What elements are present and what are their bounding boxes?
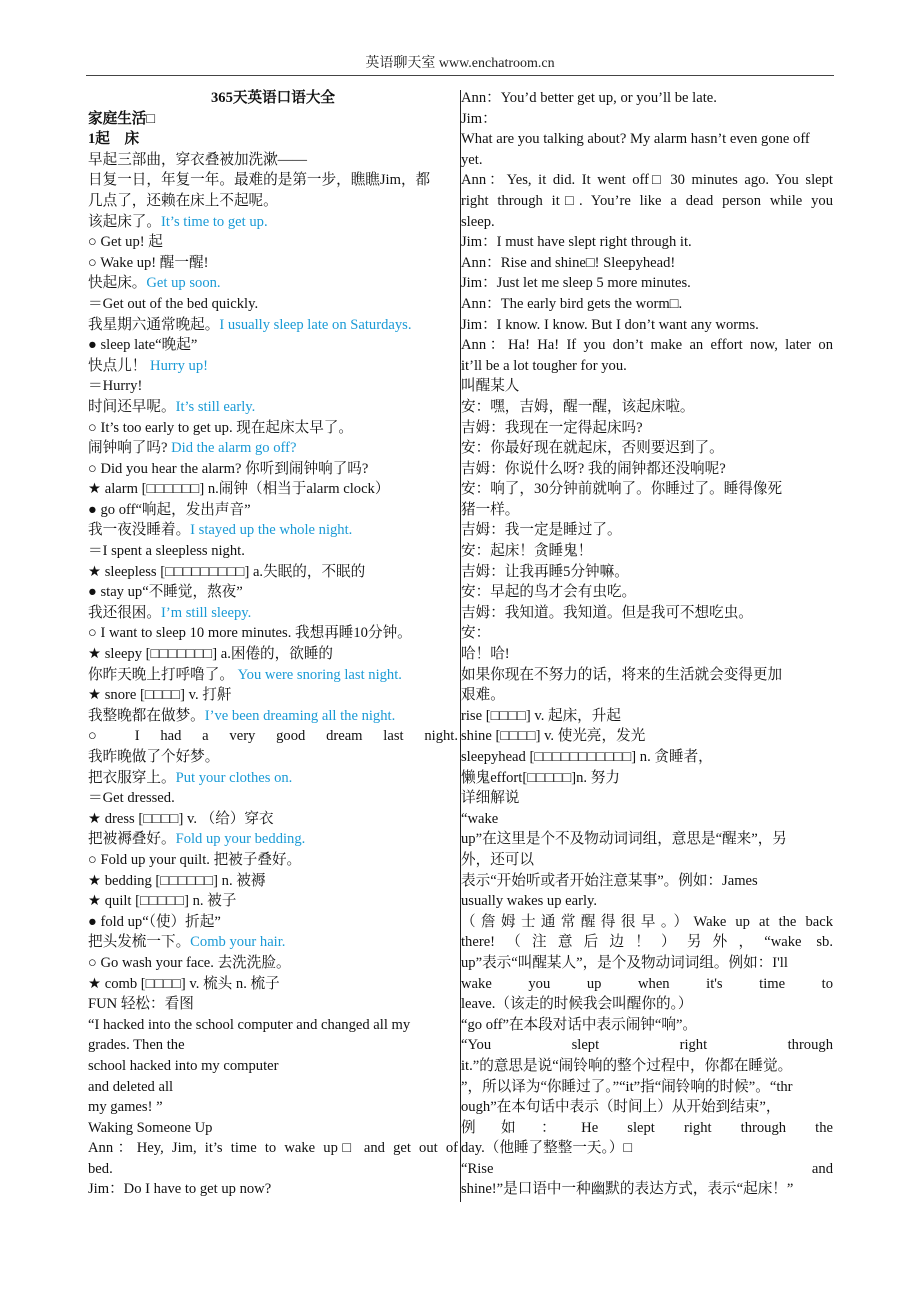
phrase-en: Get up soon. [146, 275, 221, 292]
phrase-line [88, 212, 458, 233]
explanation-line: usually wakes up early. [461, 893, 598, 910]
dialogue-line: Ann：Yes, it did. It went off□ 30 minutes ago. You slept [461, 172, 833, 189]
explanation-line: ”，所以译为“你睡过了。”“it”指“闹铃响的时候”。“thr [461, 1078, 793, 1095]
phrase-zh: 我一夜没睡着。 [88, 522, 191, 539]
note-line: ● sleep late“晚起” [88, 337, 198, 354]
explanation-line: there!（注意后边！）另外，“wake sb. [461, 934, 833, 951]
phrase-zh: 把衣服穿上。 [88, 769, 176, 786]
translation-line: 如果你现在不努力的话，将来的生活就会变得更加 [461, 666, 783, 683]
phrase-en: You were snoring last night. [237, 666, 402, 683]
vocab-line: 懒鬼effort[□□□□□]n. 努力 [461, 769, 620, 786]
translation-line: 吉姆：让我再睡5分钟嘛。 [461, 563, 629, 580]
phrase-zh: 该起床了。 [88, 213, 161, 230]
fun-heading: FUN 轻松：看图 [88, 996, 194, 1013]
phrase-en: It’s time to get up. [160, 213, 268, 230]
vocab-line: ★ alarm [□□□□□□] n.闹钟（相当于alarm clock） [88, 481, 390, 498]
dialogue-line: Jim：I know. I know. But I don’t want any worms. [461, 316, 759, 333]
intro-line: 日复一日，年复一年。最难的是第一步，瞧瞧Jim，都 [88, 172, 431, 189]
right-column [461, 88, 833, 1200]
dialogue-line: Jim：Do I have to get up now? [88, 1181, 272, 1198]
vocab-line: ★ bedding [□□□□□□] n. 被褥 [88, 872, 266, 889]
example-line: ○ It’s too early to get up. 现在起床太早了。 [88, 419, 353, 436]
phrase-line [88, 520, 458, 541]
translation-line: 吉姆：你说什么呀? 我的闹钟都还没响呢? [461, 460, 726, 477]
header-rule [86, 75, 834, 76]
translation-line: 安： [461, 625, 491, 642]
dialogue-line: sleep. [461, 213, 495, 230]
example-line: ＝I spent a sleepless night. [88, 543, 245, 560]
example-line: ○ Get up! 起 [88, 234, 163, 251]
lesson-title: 1起 床 [88, 131, 140, 148]
phrase-line [88, 706, 458, 727]
explanation-line: ough”在本句话中表示（时间上）从开始到结束”， [461, 1099, 781, 1116]
example-line: ○ I want to sleep 10 more minutes. 我想再睡10分钟。 [88, 625, 412, 642]
translation-line: 哈！哈! [461, 646, 510, 663]
phrase-en: I’ve been dreaming all the night. [204, 707, 396, 724]
phrase-zh: 把头发梳一下。 [88, 934, 191, 951]
phrase-line [88, 438, 458, 459]
translation-line: 猪一样。 [461, 501, 520, 518]
dialogue-line: Ann：You’d better get up, or you’ll be late. [461, 90, 717, 106]
explanation-line: shine!”是口语中一种幽默的表达方式，表示“起床！” [461, 1181, 794, 1198]
vocab-line: ★ sleepless [□□□□□□□□□] a.失眠的，不眠的 [88, 563, 366, 580]
phrase-zh: 我星期六通常晚起。 [88, 316, 220, 333]
phrase-zh: 我还很困。 [88, 604, 161, 621]
explanation-line: （詹姆士通常醒得很早。）Wake up at the back [461, 913, 833, 930]
phrase-en: Put your clothes on. [175, 769, 293, 786]
vocab-line: ★ snore [□□□□] v. 打鼾 [88, 687, 232, 704]
explanation-line: wake you up when it's time to [461, 975, 833, 992]
phrase-zh: 你昨天晚上打呼噜了。 [88, 666, 234, 683]
example-line: 我昨晚做了个好梦。 [88, 749, 220, 765]
phrase-zh: 闹钟响了吗? [88, 440, 168, 457]
vocab-line: ★ dress [□□□□] v. （给）穿衣 [88, 810, 274, 827]
note-line: ● go off“响起，发出声音” [88, 501, 251, 518]
explanation-line: 例如：He slept right through the [461, 1119, 833, 1136]
joke-line: “I hacked into the school computer and changed all my [88, 1016, 411, 1033]
joke-line: school hacked into my computer [88, 1057, 279, 1074]
intro-line: 早起三部曲，穿衣叠被加洗漱—— [88, 151, 307, 168]
phrase-line [88, 356, 458, 377]
joke-line: grades. Then the [88, 1037, 185, 1054]
explanation-line: day.（他睡了整整一天。）□ [461, 1140, 633, 1157]
phrase-line [88, 603, 458, 624]
dialogue-line: Ann：Hey, Jim, it’s time to wake up□ and get out of [88, 1140, 458, 1157]
explanation-line: 表示“开始听或者开始注意某事”。例如：James [461, 872, 758, 889]
example-line: ○ Fold up your quilt. 把被子叠好。 [88, 851, 302, 868]
page-header: 英语聊天室 www.enchatroom.cn [365, 56, 555, 71]
dialogue-line: Jim： [461, 110, 497, 127]
dialogue-line: Ann：Ha! Ha! If you don’t make an effort now, later on [461, 337, 833, 354]
explanation-line: “go off”在本段对话中表示闹钟“响”。 [461, 1016, 698, 1033]
translation-line: 艰难。 [461, 687, 505, 704]
translation-line: 安：起床！贪睡鬼！ [461, 543, 593, 560]
left-column [88, 88, 458, 1200]
dialogue-title: Waking Someone Up [88, 1119, 213, 1136]
phrase-en: I usually sleep late on Saturdays. [219, 316, 412, 333]
explanation-line: 外，还可以 [461, 851, 534, 868]
vocab-line: ★ comb [□□□□] v. 梳头 n. 梳子 [88, 975, 280, 992]
example-line: ＝Hurry! [88, 378, 143, 395]
example-line: ○ Did you hear the alarm? 你听到闹钟响了吗? [88, 460, 369, 477]
translation-line: 吉姆：我一定是睡过了。 [461, 522, 622, 539]
phrase-line [88, 665, 458, 686]
translation-line: 安：你最好现在就起床，否则要迟到了。 [461, 440, 724, 457]
example-line: ＝Get dressed. [88, 790, 175, 807]
joke-line: and deleted all [88, 1078, 174, 1095]
phrase-line [88, 315, 458, 336]
translation-line: 吉姆：我知道。我知道。但是我可不想吃虫。 [461, 604, 753, 621]
example-line: ○ I had a very good dream last night. [88, 728, 458, 745]
translation-title: 叫醒某人 [461, 378, 520, 395]
explanation-line: up”表示“叫醒某人”，是个及物动词词组。例如：I'll [461, 954, 788, 971]
example-line: ＝Get out of the bed quickly. [88, 295, 259, 312]
dialogue-line: Ann：The early bird gets the worm□. [461, 295, 683, 312]
phrase-en: It’s still early. [175, 398, 256, 415]
phrase-en: Did the alarm go off? [171, 440, 297, 457]
vocab-line: sleepyhead [□□□□□□□□□□□] n. 贪睡者， [461, 749, 713, 765]
explanation-line: “Rise and [461, 1160, 833, 1177]
explanation-line: “You slept right through [461, 1037, 833, 1054]
phrase-line [88, 273, 458, 294]
phrase-zh: 快起床。 [88, 275, 147, 292]
phrase-zh: 把被褥叠好。 [88, 831, 176, 848]
translation-line: 安：嘿，吉姆，醒一醒，该起床啦。 [461, 398, 695, 415]
translation-line: 安：早起的鸟才会有虫吃。 [461, 584, 637, 601]
dialogue-line: Jim：I must have slept right through it. [461, 234, 692, 251]
dialogue-line: yet. [461, 151, 483, 168]
note-line: ● stay up“不睡觉，熬夜” [88, 584, 243, 601]
dialogue-line: Jim：Just let me sleep 5 more minutes. [461, 275, 691, 292]
joke-line: my games! ” [88, 1099, 163, 1116]
vocab-line: ★ quilt [□□□□□] n. 被子 [88, 893, 237, 910]
explanation-line: up”在这里是个不及物动词词组，意思是“醒来”，另 [461, 831, 787, 848]
example-line: ○ Wake up! 醒一醒! [88, 254, 209, 271]
dialogue-line: bed. [88, 1160, 113, 1177]
vocab-line: ★ sleepy [□□□□□□□] a.困倦的，欲睡的 [88, 646, 334, 663]
phrase-zh: 快点儿！ [88, 357, 147, 374]
phrase-line [88, 932, 458, 953]
example-line: ○ Go wash your face. 去洗洗脸。 [88, 954, 291, 971]
phrase-line [88, 397, 458, 418]
intro-line: 几点了，还赖在床上不起呢。 [88, 192, 278, 209]
page-title: 365天英语口语大全 [210, 90, 336, 106]
phrase-zh: 时间还早呢。 [88, 398, 176, 415]
phrase-en: Comb your hair. [190, 934, 286, 951]
phrase-line [88, 829, 458, 850]
phrase-line [88, 768, 458, 789]
dialogue-line: right through it□. You’re like a dead person while you [461, 192, 833, 209]
dialogue-line: What are you talking about? My alarm hasn’t even gone off [461, 131, 810, 148]
phrase-en: I stayed up the whole night. [190, 522, 353, 539]
vocab-line: rise [□□□□] v. 起床，升起 [461, 707, 621, 724]
phrase-en: I’m still sleepy. [160, 604, 252, 621]
translation-line: 吉姆：我现在一定得起床吗? [461, 419, 643, 436]
explanation-line: it.”的意思是说“闹铃响的整个过程中，你都在睡觉。 [461, 1057, 793, 1074]
phrase-zh: 我整晚都在做梦。 [88, 707, 205, 724]
section-title: 家庭生活□ [88, 110, 156, 127]
explanation-line: leave.（该走的时候我会叫醒你的。） [461, 996, 693, 1013]
note-line: ● fold up“（使）折起” [88, 913, 221, 930]
explanation-line: “wake [461, 810, 499, 827]
vocab-line: shine [□□□□] v. 使光亮，发光 [461, 728, 646, 745]
phrase-en: Fold up your bedding. [175, 831, 306, 848]
dialogue-line: Ann：Rise and shine□! Sleepyhead! [461, 254, 676, 271]
translation-line: 安：响了，30分钟前就响了。你睡过了。睡得像死 [461, 481, 783, 498]
explanation-title: 详细解说 [461, 790, 520, 807]
dialogue-line: it’ll be a lot tougher for you. [461, 357, 627, 374]
phrase-en: Hurry up! [150, 357, 209, 374]
